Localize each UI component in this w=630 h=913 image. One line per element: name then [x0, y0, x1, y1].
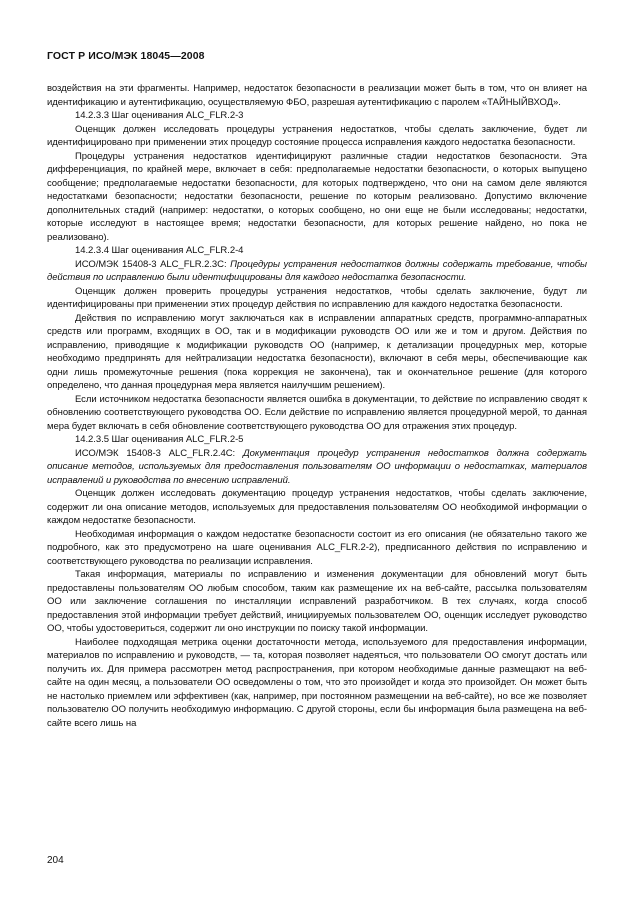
requirement-citation — [47, 258, 587, 285]
paragraph: Оценщик должен исследовать процедуры устранения недостатков, чтобы сделать заключение, будет ли идентифицировано при применении этих процедур состояние процесса исправления каждого недостатка безопасности. — [47, 123, 587, 148]
section-heading: 14.2.3.5 Шаг оценивания ALC_FLR.2-5 — [75, 434, 244, 445]
paragraph: Действия по исправлению могут заключаться как в исправлении аппаратных средств, программно-аппаратных средств или программ, входящих в ОО, так и в модификации руководств ОО или же и том и другом. Действия по исправлению, приводящие к модификации руководств ОО (например, к детализации процедурных мер, которые необходимо предпринять для нейтрализации недостатка безопасности), включают в себя меры, обеспечивающие как одни лишь промежуточные решения (пока коррекция не закончена), так и окончательное решение (для которого определено, что данная процедурная мера является наилучшим решением). — [47, 312, 587, 391]
body-text — [47, 82, 587, 730]
paragraph: Необходимая информация о каждом недостатке безопасности состоит из его описания (не обязательно такого же подробного, как это предусмотрено на шаге оценивания ALC_FLR.2-2), предписанного действия по исправлению и соответствующего руководства по реализации исправления. — [47, 528, 587, 567]
section-heading: 14.2.3.3 Шаг оценивания ALC_FLR.2-3 — [75, 110, 244, 121]
page-number: 204 — [47, 855, 64, 866]
running-header: ГОСТ Р ИСО/МЭК 18045—2008 — [47, 50, 205, 62]
paragraph: Процедуры устранения недостатков идентифицируют различные стадии недостатков безопасности. Эта дифференциация, по крайней мере, включает в себя: предполагаемые недостатки безопасности, о которых выпущено сообщение; предполагаемые недостатки безопасности, для которых подтверждено, что они на самом деле являются недостатками безопасности; недостатки безопасности, решение по которым реализовано. Допустимо включение дополнительных стадий (например: недостатки, о которых сообщено, но они еще не были исследованы; недостатки, которые исследуют в настоящее время; недостатки безопасности, для которых решение найдено, но пока не реализовано). — [47, 150, 587, 243]
paragraph: Такая информация, материалы по исправлению и изменения документации для обновлений могут быть предоставлены пользователям ОО любым способом, таким как размещение их на веб-сайте, рассылка пользователям ОО или заключение соглашения по инсталляции исправлений разработчиком. В тех случаях, когда способ предоставления этой информации требует действий, инициируемых пользователем ОО, оценщик исследует руководство ОО, чтобы удостовериться, содержит ли оно инструкции по поиску такой информации. — [47, 569, 587, 634]
paragraph: Если источником недостатка безопасности является ошибка в документации, то действие по исправлению сводят к обновлению соответствующего руководства ОО. Если действие по исправлению является процедурной мерой, то данная мера будет включать в себя обновление соответствующего руководства ОО для отражения этих процедур. — [47, 393, 587, 432]
paragraph: Оценщик должен исследовать документацию процедур устранения недостатков, чтобы сделать заключение, содержит ли она описание методов, используемых для предоставления пользователям ОО необходимой информации о каждом недостатке безопасности. — [47, 488, 587, 526]
section-heading: 14.2.3.4 Шаг оценивания ALC_FLR.2-4 — [75, 245, 244, 256]
requirement-citation — [47, 447, 587, 488]
citation-text: Документация процедур устранения недостатков должна содержать описание методов, используемых для предоставления пользователям ОО информации о недостатках, материалов исправлений и руководства по внесению исправлений. — [47, 447, 588, 486]
paragraph: Наиболее подходящая метрика оценки достаточности метода, используемого для предоставления информации, материалов по исправлению и руководств, — та, которая позволяет надеяться, что пользователи ОО смогут достать или получить их. Для примера рассмотрен метод распространения, при котором необходимые данные размещают на веб-сайте на один месяц, а пользователи ОО осведомлены о том, что это произойдет и когда это произойдет. Он может быть не настолько приемлем или эффективен (как, например, при постоянном размещении на веб-сайте), но все же позволяет пользователю ОО получить необходимую информацию. С другой стороны, если бы информация была размещена на веб-сайте всего лишь на — [47, 636, 587, 729]
paragraph: Оценщик должен проверить процедуры устранения недостатков, чтобы сделать заключение, будут ли идентифицированы при применении этих процедур действия по исправлению для каждого недостатка безопасности. — [47, 285, 587, 310]
citation-reference: ИСО/МЭК 15408-3 ALC_FLR.2.4С: — [75, 447, 244, 459]
paragraph: воздействия на эти фрагменты. Например, недостаток безопасности в реализации может быть в том, что он влияет на идентификацию и аутентификацию, осуществляемую ФБО, разрешая аутентификацию с паролем «ТАЙНЫЙВХОД». — [47, 83, 587, 108]
citation-reference: ИСО/МЭК 15408-3 ALC_FLR.2.3С: — [75, 258, 231, 270]
citation-text: Процедуры устранения недостатков должны содержать требование, чтобы действия по исправлению были идентифицированы для каждого недостатка безопасности. — [47, 258, 587, 283]
